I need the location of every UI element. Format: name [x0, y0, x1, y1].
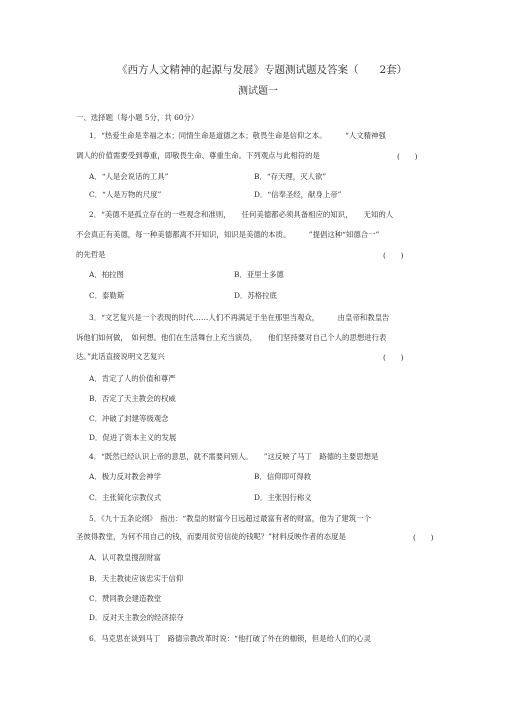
question-2-option-c[interactable]: C．泰勒斯: [89, 291, 125, 300]
question-1-option-a[interactable]: A．“人是会说话的工具”: [89, 172, 169, 181]
question-3-line-3: 达。”此话直接说明文艺复兴: [76, 352, 165, 361]
question-2-line-3: 的先哲是: [76, 250, 106, 259]
question-3-option-b[interactable]: B．否定了天主教会的权威: [89, 394, 176, 403]
question-1-option-b[interactable]: B．“存天理，灭人欲”: [254, 172, 327, 181]
question-3-line-1: 3．“文艺复兴是一个表现的时代……人们不再满足于坐在那里当观众， 由皇帝和教皇告: [89, 313, 390, 322]
question-3-option-c[interactable]: C．冲破了封建等级观念: [89, 414, 169, 423]
question-4-option-b[interactable]: B．信仰即可得救: [254, 472, 312, 481]
question-2-option-d[interactable]: D．苏格拉底: [234, 291, 277, 300]
question-5-line-2: 圣彼得教堂，为何不用自己的钱，而要用贫穷信徒的钱呢？”材料反映作者的态度是: [76, 532, 346, 541]
question-3-option-a[interactable]: A．肯定了人的价值和尊严: [89, 374, 176, 383]
question-4-option-d[interactable]: D．主张因行称义: [254, 493, 312, 502]
question-2-line-1: 2．“美德不是孤立存在的一些观念和准则， 任何美德都必须具备相应的知识， 无知的人: [89, 210, 394, 219]
question-6-line-1: 6．马克思在谈到马丁 路德宗教改革时说：“他打破了外在的枷锁，但是给人们的心灵: [89, 634, 371, 643]
question-1-line-2: 调人的价值需要受到尊重，即敬畏生命、尊重生命。下列观点与此相符的是: [76, 151, 320, 160]
question-5-option-b[interactable]: B．天主教徒应该忠实于信仰: [89, 574, 184, 583]
question-4-line-1: 4．“既然已经认识上帝的意思，就不需要问别人。 ”这反映了马丁 路德的主要思想是: [89, 452, 379, 461]
question-2-answer-slot: ( ): [383, 251, 404, 260]
section-heading: 一、选择题（每小题 5分，共 60分）: [76, 113, 199, 122]
question-1-line-1: 1．“热爱生命是幸福之本；同情生命是道德之本；敬畏生命是信仰之本。 “人文精神强: [89, 131, 386, 140]
question-2-option-a[interactable]: A．柏拉图: [89, 270, 124, 279]
question-5-option-a[interactable]: A．认可教皇搜刮财富: [89, 553, 161, 562]
document-title: 《西方人文精神的起源与发展》专题测试题及答案（ 2套）: [117, 64, 408, 76]
question-4-option-c[interactable]: C．主张简化宗教仪式: [89, 493, 162, 502]
question-2-line-2: 不会真正有美德，每一种美德都离不开知识，知识是美德的本质。 ”提倡这种“知德合一”: [76, 230, 380, 239]
question-5-option-d[interactable]: D．反对天主教会的经济掠夺: [89, 613, 184, 622]
test-subtitle: 测试题一: [238, 86, 278, 97]
question-5-option-c[interactable]: C．赞同教会建造教堂: [89, 594, 162, 603]
question-1-answer-slot: ( ): [397, 152, 418, 161]
question-2-option-b[interactable]: B．亚里士多德: [234, 270, 284, 279]
question-1-option-c[interactable]: C．“人是万物的尺度”: [89, 190, 162, 199]
question-3-answer-slot: ( ): [383, 353, 404, 362]
question-4-option-a[interactable]: A．极力反对教会神学: [89, 472, 161, 481]
question-3-line-2: 诉他们如何做， 如何想。他们在生活舞台上充当演员， 他们坚持要对自己个人的思想进行表: [76, 333, 387, 342]
question-3-option-d[interactable]: D．促进了资本主义的发展: [89, 433, 177, 442]
question-1-option-d[interactable]: D．“信奉圣经，献身上帝”: [254, 190, 342, 199]
question-5-answer-slot: ( ): [413, 533, 434, 542]
question-5-line-1: 5．《九十五条论纲》 指出：“教皇的财富今日远超过最富有者的财富，他为了建筑一个: [89, 514, 371, 523]
